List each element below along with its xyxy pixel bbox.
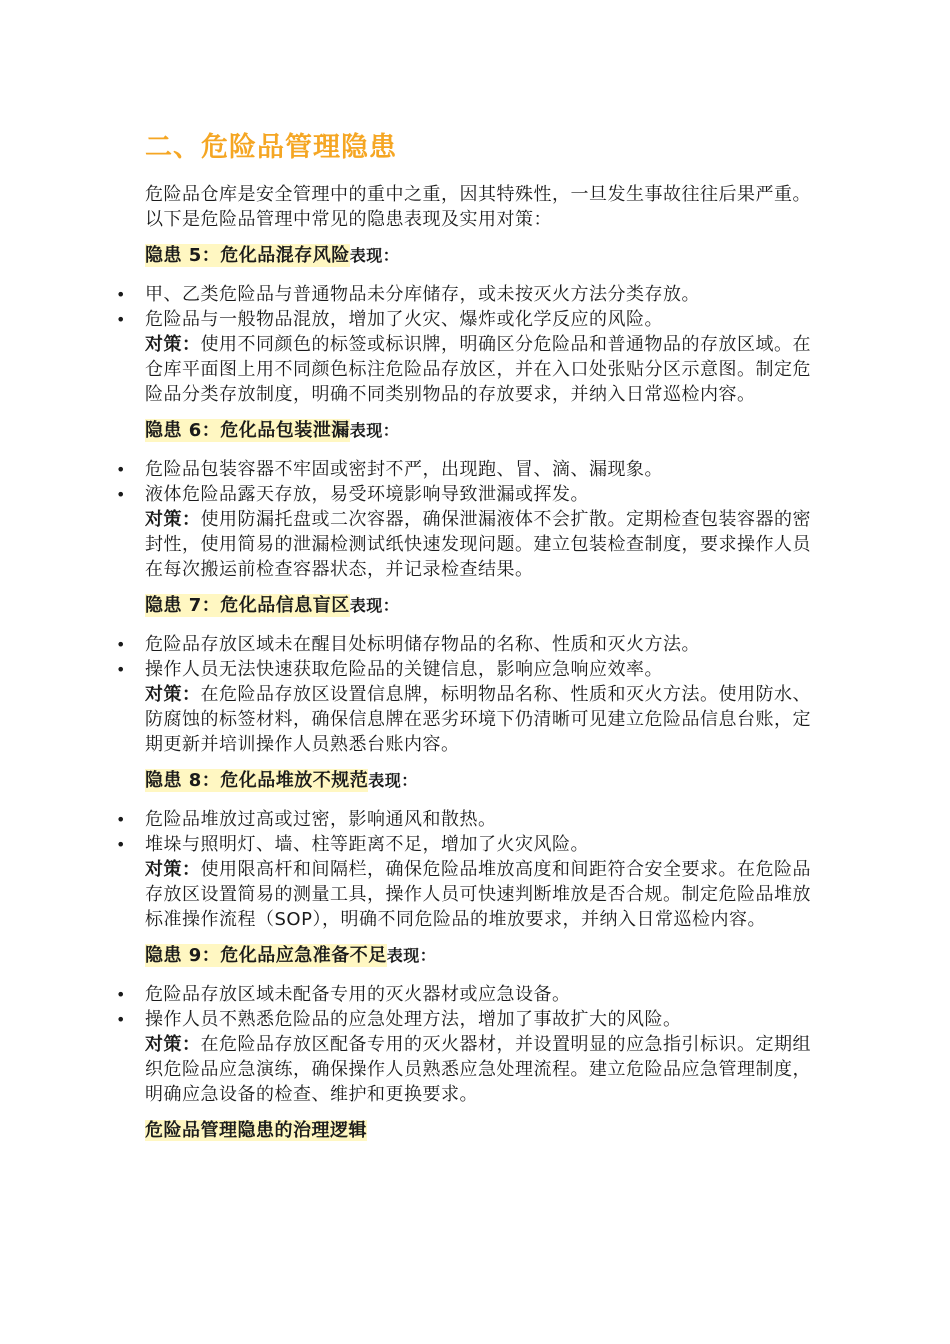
- issue-block: [116, 942, 825, 1107]
- list-item: [116, 657, 825, 757]
- intro-paragraph: 危险品仓库是安全管理中的重中之重，因其特殊性，一旦发生事故往往后果严重。以下是危险品管理中常见的隐患表现及实用对策：: [145, 184, 811, 230]
- issue-title-suffix: 表现：: [368, 771, 418, 790]
- list-item-text: 液体危险品露天存放，易受环境影响导致泄漏或挥发。: [145, 484, 589, 505]
- list-item-text: 危险品存放区域未配备专用的灭火器材或应急设备。: [145, 984, 571, 1005]
- measure-paragraph: [145, 682, 825, 757]
- measure-text: 在危险品存放区设置信息牌，标明物品名称、性质和灭火方法。使用防水、防腐蚀的标签材料，确保信息牌在恶劣环境下仍清晰可见建立危险品信息台账，定期更新并培训操作人员熟悉台账内容。: [145, 684, 811, 755]
- bullet-icon: •: [116, 810, 126, 829]
- list-item-text: 操作人员不熟悉危险品的应急处理方法，增加了事故扩大的风险。: [145, 1009, 682, 1030]
- measure-paragraph: [145, 1032, 825, 1107]
- issue-heading: [145, 242, 825, 270]
- measure-label: 对策：: [145, 684, 201, 705]
- measure-label: 对策：: [145, 1034, 201, 1055]
- list-item-text: 危险品与一般物品混放，增加了火灾、爆炸或化学反应的风险。: [145, 309, 663, 330]
- list-item: [116, 457, 825, 482]
- list-item: [116, 482, 825, 582]
- issue-block: [116, 242, 825, 407]
- issue-block: [116, 592, 825, 757]
- list-item-text: 危险品存放区域未在醒目处标明储存物品的名称、性质和灭火方法。: [145, 634, 700, 655]
- summary-heading: [145, 1117, 825, 1145]
- bullet-icon: •: [116, 660, 126, 679]
- issues-list: [116, 242, 825, 1107]
- measure-label: 对策：: [145, 859, 201, 880]
- measure-text: 使用不同颜色的标签或标识牌，明确区分危险品和普通物品的存放区域。在仓库平面图上用不同颜色标注危险品存放区，并在入口处张贴分区示意图。制定危险品分类存放制度，明确不同类别物品的存放要求，并纳入日常巡检内容。: [145, 334, 811, 405]
- issue-title: 隐患 6：危化品包装泄漏: [145, 420, 350, 441]
- issue-title: 隐患 8：危化品堆放不规范: [145, 770, 369, 791]
- list-item: [116, 307, 825, 407]
- measure-paragraph: [145, 857, 825, 932]
- measure-paragraph: [145, 332, 825, 407]
- section-title: 二、危险品管理隐患: [145, 132, 397, 163]
- issue-items: [116, 982, 825, 1107]
- issue-title: 隐患 9：危化品应急准备不足: [145, 945, 387, 966]
- measure-paragraph: [145, 507, 825, 582]
- issue-heading: [145, 767, 825, 795]
- list-item: [116, 282, 825, 307]
- issue-heading: [145, 942, 825, 970]
- bullet-icon: •: [116, 485, 126, 504]
- issue-title: 隐患 7：危化品信息盲区: [145, 595, 350, 616]
- measure-text: 使用限高杆和间隔栏，确保危险品堆放高度和间距符合安全要求。在危险品存放区设置简易的测量工具，操作人员可快速判断堆放是否合规。制定危险品堆放标准操作流程（SOP），明确不同危险品的堆放要求，并纳入日常巡检内容。: [145, 859, 811, 930]
- bullet-icon: •: [116, 635, 126, 654]
- list-item-text: 危险品包装容器不牢固或密封不严，出现跑、冒、滴、漏现象。: [145, 459, 663, 480]
- list-item: [116, 1007, 825, 1107]
- issue-items: [116, 282, 825, 407]
- bullet-icon: •: [116, 985, 126, 1004]
- list-item-text: 甲、乙类危险品与普通物品未分库储存，或未按灭火方法分类存放。: [145, 284, 700, 305]
- list-item-text: 危险品堆放过高或过密，影响通风和散热。: [145, 809, 497, 830]
- list-item: [116, 982, 825, 1007]
- document-page: [116, 128, 825, 1145]
- measure-label: 对策：: [145, 334, 201, 355]
- issue-heading: [145, 417, 825, 445]
- measure-text: 在危险品存放区配备专用的灭火器材，并设置明显的应急指引标识。定期组织危险品应急演练，确保操作人员熟悉应急处理流程。建立危险品应急管理制度，明确应急设备的检查、维护和更换要求。: [145, 1034, 811, 1105]
- issue-items: [116, 632, 825, 757]
- issue-title-suffix: 表现：: [349, 246, 400, 265]
- issue-title: 隐患 5：危化品混存风险: [145, 245, 350, 266]
- measure-text: 使用防漏托盘或二次容器，确保泄漏液体不会扩散。定期检查包装容器的密封性，使用简易的泄漏检测试纸快速发现问题。建立包装检查制度，要求操作人员在每次搬运前检查容器状态，并记录检查结果。: [145, 509, 811, 580]
- issue-block: [116, 417, 825, 582]
- bullet-icon: •: [116, 310, 126, 329]
- list-item-text: 操作人员无法快速获取危险品的关键信息，影响应急响应效率。: [145, 659, 663, 680]
- list-item: [116, 807, 825, 832]
- issue-title-suffix: 表现：: [349, 596, 400, 615]
- list-item: [116, 832, 825, 932]
- issue-title-suffix: 表现：: [349, 421, 400, 440]
- list-item: [116, 632, 825, 657]
- issue-items: [116, 807, 825, 932]
- list-item-text: 堆垛与照明灯、墙、柱等距离不足，增加了火灾风险。: [145, 834, 589, 855]
- bullet-icon: •: [116, 285, 126, 304]
- measure-label: 对策：: [145, 509, 201, 530]
- summary-heading-text: 危险品管理隐患的治理逻辑: [145, 1120, 367, 1141]
- issue-title-suffix: 表现：: [386, 946, 437, 965]
- bullet-icon: •: [116, 460, 126, 479]
- issue-block: [116, 767, 825, 932]
- issue-heading: [145, 592, 825, 620]
- bullet-icon: •: [116, 1010, 126, 1029]
- bullet-icon: •: [116, 835, 126, 854]
- issue-items: [116, 457, 825, 582]
